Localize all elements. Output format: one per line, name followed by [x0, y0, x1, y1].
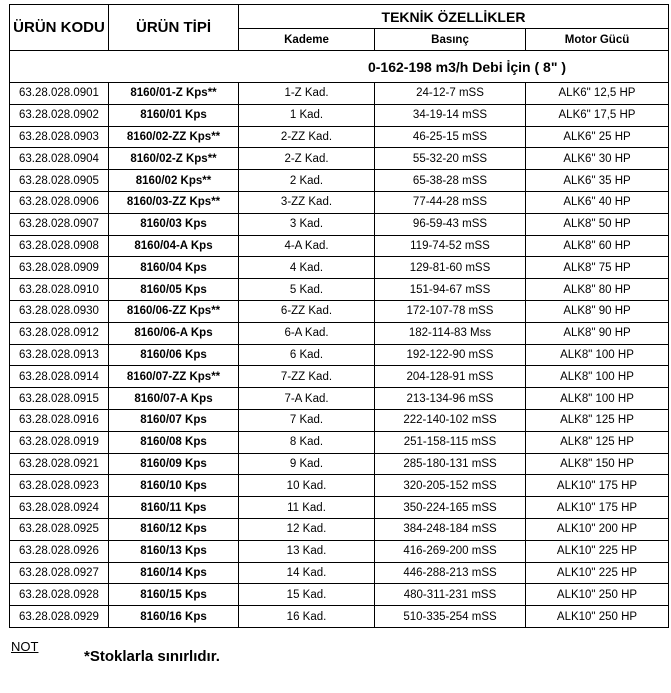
stage-cell: 10 Kad.: [239, 475, 375, 497]
pressure-cell: 151-94-67 mSS: [375, 279, 526, 301]
code-cell: 63.28.028.0908: [10, 235, 109, 257]
motor-cell: ALK8" 125 HP: [526, 409, 669, 431]
code-cell: 63.28.028.0910: [10, 279, 109, 301]
pressure-cell: 96-59-43 mSS: [375, 213, 526, 235]
table-row: [10, 213, 669, 235]
motor-cell: ALK6" 35 HP: [526, 170, 669, 192]
pressure-cell: 129-81-60 mSS: [375, 257, 526, 279]
pressure-cell: 480-311-231 mSS: [375, 584, 526, 606]
stage-cell: 16 Kad.: [239, 606, 375, 628]
type-cell: 8160/06 Kps: [109, 344, 239, 366]
type-cell: 8160/12 Kps: [109, 518, 239, 540]
code-cell: 63.28.028.0929: [10, 606, 109, 628]
pressure-cell: 416-269-200 mSS: [375, 540, 526, 562]
pressure-cell: 172-107-78 mSS: [375, 300, 526, 322]
motor-cell: ALK6" 40 HP: [526, 191, 669, 213]
type-cell: 8160/02-ZZ Kps**: [109, 126, 239, 148]
code-cell: 63.28.028.0905: [10, 170, 109, 192]
stage-cell: 9 Kad.: [239, 453, 375, 475]
stage-cell: 14 Kad.: [239, 562, 375, 584]
header-technical-specs: TEKNİK ÖZELLİKLER: [239, 5, 669, 29]
header-product-type: ÜRÜN TİPİ: [109, 5, 239, 51]
stage-cell: 13 Kad.: [239, 540, 375, 562]
pressure-cell: 222-140-102 mSS: [375, 409, 526, 431]
type-cell: 8160/07-A Kps: [109, 388, 239, 410]
code-cell: 63.28.028.0912: [10, 322, 109, 344]
pressure-cell: 510-335-254 mSS: [375, 606, 526, 628]
stage-cell: 4-A Kad.: [239, 235, 375, 257]
stage-cell: 7 Kad.: [239, 409, 375, 431]
stage-cell: 7-A Kad.: [239, 388, 375, 410]
header-motor-power: Motor Gücü: [526, 29, 669, 51]
pressure-cell: 119-74-52 mSS: [375, 235, 526, 257]
stage-cell: 8 Kad.: [239, 431, 375, 453]
code-cell: 63.28.028.0916: [10, 409, 109, 431]
type-cell: 8160/15 Kps: [109, 584, 239, 606]
table-row: [10, 83, 669, 105]
code-cell: 63.28.028.0915: [10, 388, 109, 410]
code-cell: 63.28.028.0907: [10, 213, 109, 235]
stage-cell: 5 Kad.: [239, 279, 375, 301]
code-cell: 63.28.028.0926: [10, 540, 109, 562]
table-body: [10, 83, 669, 628]
type-cell: 8160/08 Kps: [109, 431, 239, 453]
table-row: [10, 453, 669, 475]
motor-cell: ALK8" 90 HP: [526, 322, 669, 344]
motor-cell: ALK8" 100 HP: [526, 344, 669, 366]
table-row: [10, 104, 669, 126]
motor-cell: ALK8" 75 HP: [526, 257, 669, 279]
motor-cell: ALK10" 175 HP: [526, 475, 669, 497]
note-label: NOT: [11, 639, 39, 654]
motor-cell: ALK10" 250 HP: [526, 584, 669, 606]
code-cell: 63.28.028.0914: [10, 366, 109, 388]
table-row: [10, 257, 669, 279]
stage-cell: 2-ZZ Kad.: [239, 126, 375, 148]
pressure-cell: 46-25-15 mSS: [375, 126, 526, 148]
header-product-code: ÜRÜN KODU: [10, 5, 109, 51]
code-cell: 63.28.028.0924: [10, 497, 109, 519]
motor-cell: ALK8" 90 HP: [526, 300, 669, 322]
table-row: [10, 388, 669, 410]
type-cell: 8160/16 Kps: [109, 606, 239, 628]
code-cell: 63.28.028.0927: [10, 562, 109, 584]
table-row: [10, 191, 669, 213]
motor-cell: ALK6" 25 HP: [526, 126, 669, 148]
stage-cell: 4 Kad.: [239, 257, 375, 279]
pressure-cell: 34-19-14 mSS: [375, 104, 526, 126]
pressure-cell: 350-224-165 mSS: [375, 497, 526, 519]
stock-note: *Stoklarla sınırlıdır.: [84, 648, 220, 665]
code-cell: 63.28.028.0913: [10, 344, 109, 366]
table-row: [10, 584, 669, 606]
flow-rate-label: 0-162-198 m3/h Debi İçin ( 8" ): [367, 58, 567, 75]
code-cell: 63.28.028.0923: [10, 475, 109, 497]
type-cell: 8160/13 Kps: [109, 540, 239, 562]
table-row: [10, 518, 669, 540]
pressure-cell: 77-44-28 mSS: [375, 191, 526, 213]
type-cell: 8160/03 Kps: [109, 213, 239, 235]
pressure-cell: 182-114-83 Mss: [375, 322, 526, 344]
product-spec-table: [9, 4, 669, 628]
motor-cell: ALK10" 225 HP: [526, 562, 669, 584]
motor-cell: ALK10" 250 HP: [526, 606, 669, 628]
table-row: [10, 235, 669, 257]
type-cell: 8160/05 Kps: [109, 279, 239, 301]
table-row: [10, 344, 669, 366]
code-cell: 63.28.028.0925: [10, 518, 109, 540]
stage-cell: 12 Kad.: [239, 518, 375, 540]
type-cell: 8160/02-Z Kps**: [109, 148, 239, 170]
pressure-cell: 320-205-152 mSS: [375, 475, 526, 497]
type-cell: 8160/04 Kps: [109, 257, 239, 279]
stage-cell: 1 Kad.: [239, 104, 375, 126]
code-cell: 63.28.028.0928: [10, 584, 109, 606]
motor-cell: ALK6" 30 HP: [526, 148, 669, 170]
motor-cell: ALK8" 100 HP: [526, 388, 669, 410]
code-cell: 63.28.028.0906: [10, 191, 109, 213]
table-row: [10, 497, 669, 519]
pressure-cell: 55-32-20 mSS: [375, 148, 526, 170]
motor-cell: ALK10" 200 HP: [526, 518, 669, 540]
type-cell: 8160/02 Kps**: [109, 170, 239, 192]
table-row: [10, 562, 669, 584]
table-row: [10, 279, 669, 301]
table-row: [10, 148, 669, 170]
type-cell: 8160/11 Kps: [109, 497, 239, 519]
code-cell: 63.28.028.0919: [10, 431, 109, 453]
header-pressure: Basınç: [375, 29, 526, 51]
header-stage: Kademe: [239, 29, 375, 51]
type-cell: 8160/09 Kps: [109, 453, 239, 475]
stage-cell: 2-Z Kad.: [239, 148, 375, 170]
motor-cell: ALK6" 12,5 HP: [526, 83, 669, 105]
stage-cell: 6 Kad.: [239, 344, 375, 366]
stage-cell: 6-ZZ Kad.: [239, 300, 375, 322]
pressure-cell: 285-180-131 mSS: [375, 453, 526, 475]
motor-cell: ALK8" 150 HP: [526, 453, 669, 475]
table-row: [10, 475, 669, 497]
code-cell: 63.28.028.0901: [10, 83, 109, 105]
type-cell: 8160/07-ZZ Kps**: [109, 366, 239, 388]
table-row: [10, 300, 669, 322]
motor-cell: ALK8" 80 HP: [526, 279, 669, 301]
pressure-cell: 446-288-213 mSS: [375, 562, 526, 584]
pressure-cell: 213-134-96 mSS: [375, 388, 526, 410]
type-cell: 8160/14 Kps: [109, 562, 239, 584]
type-cell: 8160/06-ZZ Kps**: [109, 300, 239, 322]
flow-rate-band: [10, 51, 669, 83]
type-cell: 8160/07 Kps: [109, 409, 239, 431]
table-row: [10, 126, 669, 148]
motor-cell: ALK8" 100 HP: [526, 366, 669, 388]
type-cell: 8160/04-A Kps: [109, 235, 239, 257]
motor-cell: ALK6" 17,5 HP: [526, 104, 669, 126]
pressure-cell: 192-122-90 mSS: [375, 344, 526, 366]
table-row: [10, 322, 669, 344]
pressure-cell: 204-128-91 mSS: [375, 366, 526, 388]
stage-cell: 2 Kad.: [239, 170, 375, 192]
code-cell: 63.28.028.0921: [10, 453, 109, 475]
stage-cell: 7-ZZ Kad.: [239, 366, 375, 388]
type-cell: 8160/01-Z Kps**: [109, 83, 239, 105]
code-cell: 63.28.028.0904: [10, 148, 109, 170]
motor-cell: ALK8" 125 HP: [526, 431, 669, 453]
pressure-cell: 384-248-184 mSS: [375, 518, 526, 540]
table-row: [10, 409, 669, 431]
stage-cell: 3 Kad.: [239, 213, 375, 235]
type-cell: 8160/06-A Kps: [109, 322, 239, 344]
type-cell: 8160/03-ZZ Kps**: [109, 191, 239, 213]
stage-cell: 11 Kad.: [239, 497, 375, 519]
table-row: [10, 170, 669, 192]
code-cell: 63.28.028.0902: [10, 104, 109, 126]
stage-cell: 3-ZZ Kad.: [239, 191, 375, 213]
type-cell: 8160/10 Kps: [109, 475, 239, 497]
pressure-cell: 65-38-28 mSS: [375, 170, 526, 192]
type-cell: 8160/01 Kps: [109, 104, 239, 126]
table-row: [10, 540, 669, 562]
table-row: [10, 366, 669, 388]
motor-cell: ALK10" 175 HP: [526, 497, 669, 519]
pressure-cell: 24-12-7 mSS: [375, 83, 526, 105]
stage-cell: 1-Z Kad.: [239, 83, 375, 105]
table-row: [10, 431, 669, 453]
motor-cell: ALK8" 60 HP: [526, 235, 669, 257]
stage-cell: 6-A Kad.: [239, 322, 375, 344]
motor-cell: ALK8" 50 HP: [526, 213, 669, 235]
code-cell: 63.28.028.0909: [10, 257, 109, 279]
table-row: [10, 606, 669, 628]
motor-cell: ALK10" 225 HP: [526, 540, 669, 562]
code-cell: 63.28.028.0930: [10, 300, 109, 322]
pressure-cell: 251-158-115 mSS: [375, 431, 526, 453]
code-cell: 63.28.028.0903: [10, 126, 109, 148]
stage-cell: 15 Kad.: [239, 584, 375, 606]
